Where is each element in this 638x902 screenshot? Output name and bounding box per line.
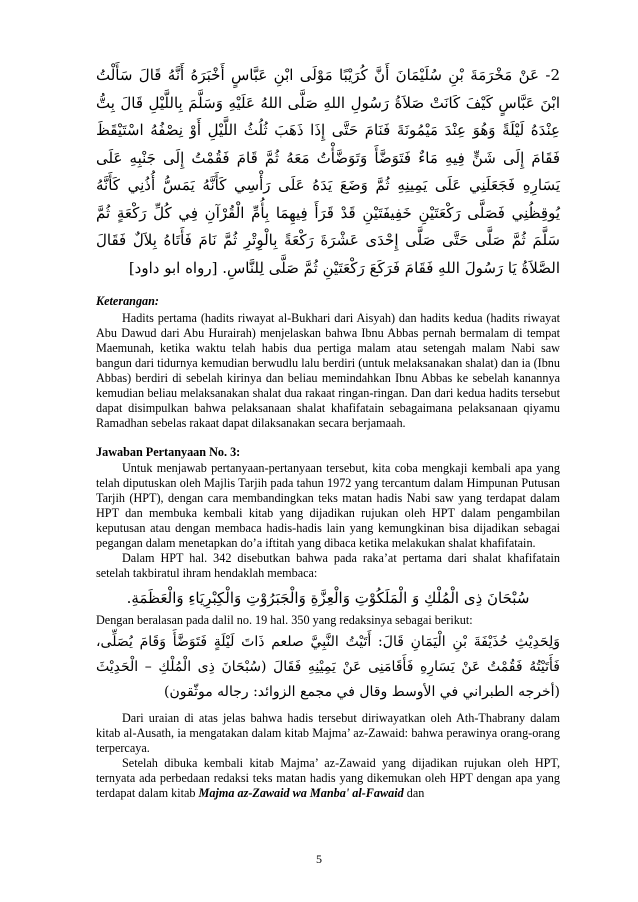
hadith-number: 2-: [545, 66, 560, 84]
jawaban-paragraph-1: Untuk menjawab pertanyaan-pertanyaan tersebut, kita coba mengkaji kembali apa yang telah diputuskan oleh Majlis Tarjih pada tahun 1972 yang tercantum dalam Himpunan Putusan Tarjih (HPT), dengan cara membandingkan teks matan hadis Nabi saw yang terdapat dalam HPT dan membuka kembali kitab yang dijadikan rujukan oleh HPT dalam pengambilan keputusan atau dengan membaca hadis-hadis lain yang kemungkinan bisa dijadikan sebagai pegangan dalam menetapkan do’a iftitah yang dibaca ketika melakukan shalat khafifatain.: [96, 461, 560, 550]
para5-text-a: Setelah dibuka kembali kitab Majma’ az-Zawaid yang dijadikan rujukan oleh HPT, ternyata ada perbedaan redaksi teks matan hadis yang dikemukan oleh HPT dengan apa yang terdapat dalam kitab: [96, 756, 560, 800]
hadith-2-arabic: [96, 62, 560, 282]
keterangan-heading: Keterangan:: [96, 294, 159, 308]
dua-arabic: سُبْحَانَ ذِى الْمُلْكِ وَ الْمَلَكُوْتِ وَالْعِزَّةِ وَالْجَبَرُوْتِ وَالْكِبْرِيَاءِ وَالْعَظَمَةِ.: [126, 589, 530, 607]
hadith-hudzaifah-arabic: وَلِحَدِيْثِ حُذَيْفَةَ بْنِ الْيَمَانِ قَالَ: أَتَيْتُ النَّبِيَّ صلعم ذَاتَ لَيْلَةٍ فَتَوَضَّأَ وَقَامَ يُصَلِّى، فَأَتَيْتُهُ فَقُمْتُ عَنْ يَسَارِهِ فَأَقَامَنِى عَنْ يَمِيْنِهِ فَقَالَ (سُبْحَانَ ذِى الْمُلْكِ – الْحَدِيْثَ (أخرجه الطبراني في الأوسط وقال في مجمع الزوائد: رجاله موثّقون): [96, 634, 560, 700]
jawaban-heading: Jawaban Pertanyaan No. 3:: [96, 445, 241, 459]
hadith-source: [رواه ابو داود]: [128, 258, 218, 277]
hadith-text: عَنْ مَخْرَمَةَ بْنِ سُلَيْمَانَ أَنَّ كُرَيْبًا مَوْلَى ابْنِ عَبَّاسٍ أَخْبَرَهُ أَنَّهُ قَالَ سَأَلْتُ ابْنَ عَبَّاسٍ كَيْفَ كَانَتْ صَلاَةُ رَسُولِ اللهِ صَلَّى اللهُ عَلَيْهِ وَسَلَّمَ بِاللَّيْلِ قَالَ بِتُّ عِنْدَهُ لَيْلَةً وَهُوَ عِنْدَ مَيْمُونَةَ فَنَامَ حَتَّى إِذَا ذَهَبَ ثُلُثُ اللَّيْلِ أَوْ نِصْفُهُ اسْتَيْقَظَ فَقَامَ إِلَى شَنٍّ فِيهِ مَاءٌ فَتَوَضَّأَ وَتَوَضَّأْتُ مَعَهُ ثُمَّ قَامَ فَقُمْتُ إِلَى جَنْبِهِ عَلَى يَسَارِهِ فَجَعَلَنِي عَلَى يَمِينِهِ ثُمَّ وَضَعَ يَدَهُ عَلَى رَأْسِي كَأَنَّهُ يَمَسُّ أُذُنِي كَأَنَّهُ يُوقِظُنِي فَصَلَّى رَكْعَتَيْنِ خَفِيفَتَيْنِ قَدْ قَرَأَ فِيهِمَا بِأُمِّ الْقُرْآنِ فِي كُلِّ رَكْعَةٍ ثُمَّ سَلَّمَ ثُمَّ صَلَّى حَتَّى صَلَّى إِحْدَى عَشْرَةَ رَكْعَةً بِالْوِتْرِ ثُمَّ نَامَ فَأَتَاهُ بِلاَلٌ فَقَالَ الصَّلاَةُ يَا رَسُولَ اللهِ فَقَامَ فَرَكَعَ رَكْعَتَيْنِ ثُمَّ صَلَّى لِلنَّاسِ.: [96, 66, 560, 277]
jawaban-paragraph-5: [96, 756, 560, 801]
kitab-title: Majma az-Zawaid wa Manba' al-Fawaid: [198, 786, 404, 800]
jawaban-paragraph-4: Dari uraian di atas jelas bahwa hadis tersebut diriwayatkan oleh Ath-Thabrany dalam kitab al-Ausath, ia mengatakan dalam kitab Majma’ az-Zawaid: bahwa perawinya orang-orang terpercaya.: [96, 711, 560, 755]
keterangan-paragraph: Hadits pertama (hadits riwayat al-Bukhari dari Aisyah) dan hadits kedua (hadits riwayat Abu Dawud dari Abu Hurairah) menjelaskan bahwa Ibnu Abbas pernah bermalam di tempat Maemunah, ketika waktu telah habis dua pertiga malam atau setengah malam Nabi saw bangun dari tidurnya kemudian berwudlu lalu berdiri (untuk melaksanakan shalat) dan ia (Ibnu Abbas) berdiri di sebelah kirinya dan beliau memindahkan Ibnu Abbas ke sebelah kanannya kemudian beliau melaksanakan shalat dua rakaat ringan-ringan. Dan dari kedua hadits tersebut dapat disimpulkan bahwa pelaksanaan shalat khafifatain sebagaimana pelaksanaan qiyamu Ramadhan sebelas rakaat dapat dilaksanakan secara berjamaah.: [96, 311, 560, 430]
para5-text-b: dan: [403, 786, 425, 800]
jawaban-paragraph-2: Dalam HPT hal. 342 disebutkan bahwa pada raka’at pertama dari shalat khafifatain setelah takbiratul ihram hendaklah membaca:: [96, 551, 560, 580]
page-number: 5: [316, 852, 322, 866]
jawaban-dalil-line: Dengan beralasan pada dalil no. 19 hal. 350 yang redaksinya sebagai berikut:: [96, 613, 473, 627]
